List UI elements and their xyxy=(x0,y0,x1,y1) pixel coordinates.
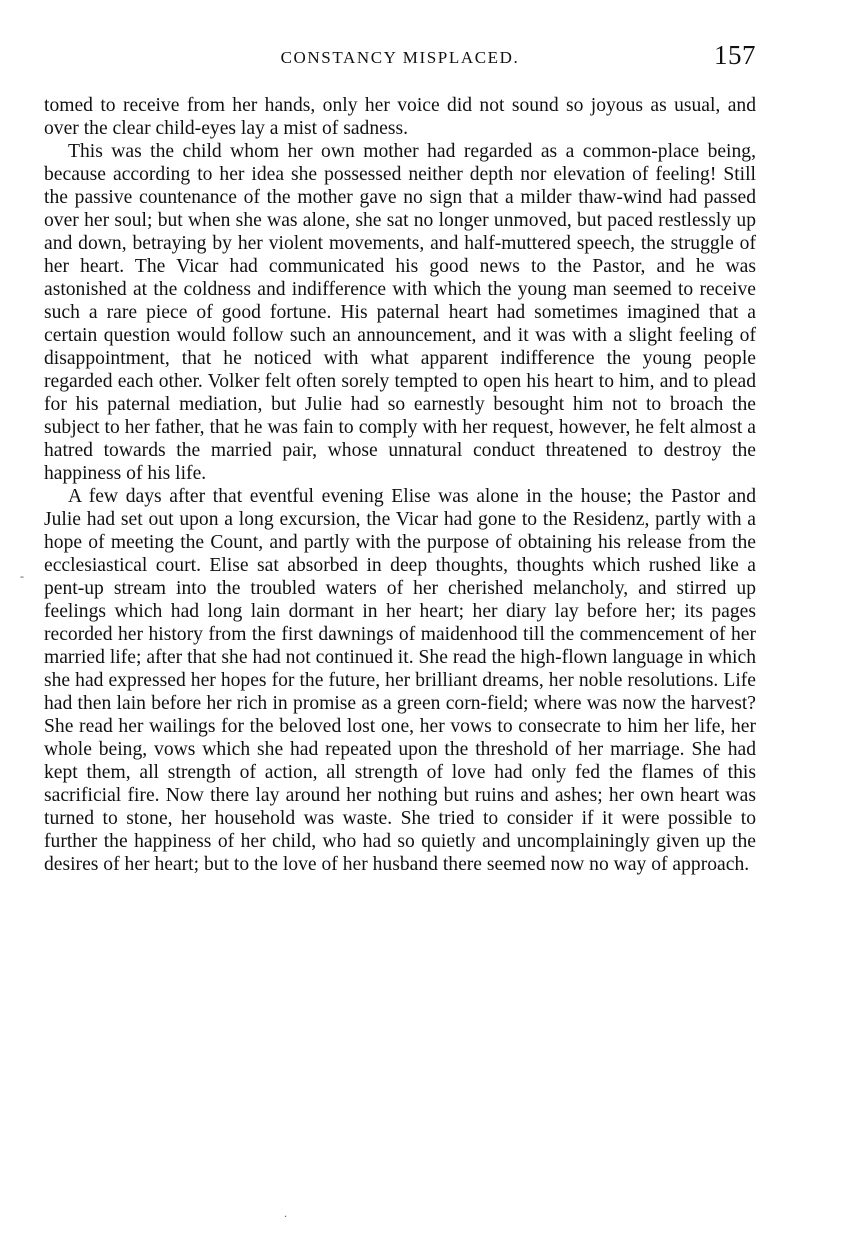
margin-mark: - xyxy=(20,569,24,583)
body-text xyxy=(44,94,756,876)
paragraph-child-description: This was the child whom her own mother had regarded as a common-place being, because according to her idea she possessed neither depth nor elevation of feeling! Still the passive countenance of the mother gave no sign that a milder thaw-wind had passed over her soul; but when she was alone, she sat no longer unmoved, but paced restlessly up and down, betraying by her violent movements, and half-muttered speech, the struggle of her heart. The Vicar had communicated his good news to the Pastor, and he was astonished at the coldness and indifference with which the young man seemed to receive such a rare piece of good fortune. His paternal heart had sometimes imagined that a certain question would follow such an announcement, and it was with a slight feeling of disappointment, that he noticed with what apparent indifference the young people regarded each other. Volker felt often sorely tempted to open his heart to him, and to plead for his paternal mediation, but Julie had so earnestly besought him not to broach the subject to her father, that he was fain to comply with her request, however, he felt almost a hatred towards the married pair, whose unnatural conduct threatened to destroy the happiness of his life. xyxy=(44,141,756,484)
bottom-mark: . xyxy=(284,1206,287,1220)
page-header xyxy=(44,40,756,76)
paragraph-elise-alone: A few days after that eventful evening Elise was alone in the house; the Pastor and Julie had set out upon a long excursion, the Vicar had gone to the Residenz, partly with a hope of meeting the Count, and partly with the purpose of obtaining his release from the ecclesiastical court. Elise sat absorbed in deep thoughts, thoughts which rushed like a pent-up stream into the troubled waters of her cherished melancholy, and stirred up feelings which had long lain dormant in her heart; her diary lay before her; its pages recorded her history from the first dawnings of maidenhood till the commencement of her married life; after that she had not continued it. She read the high-flown language in which she had expressed her hopes for the future, her brilliant dreams, her noble resolutions. Life had then lain before her rich in promise as a green corn-field; where was now the harvest? She read her wailings for the beloved lost one, her vows to consecrate to him her life, her whole being, vows which she had repeated upon the threshold of her marriage. She had kept them, all strength of action, all strength of love had only fed the flames of this sacrificial fire. Now there lay around her nothing but ruins and ashes; her own heart was turned to stone, her household was waste. She tried to consider if it were possible to further the happiness of her child, who had so quietly and uncomplainingly given up the desires of her heart; but to the love of her husband there seemed now no way of approach. xyxy=(44,486,756,875)
page-number: 157 xyxy=(714,40,756,70)
paragraph-continuation: tomed to receive from her hands, only her voice did not sound so joyous as usual, and over the clear child-eyes lay a mist of sadness. xyxy=(44,95,756,139)
running-title: CONSTANCY MISPLACED. xyxy=(280,48,520,67)
